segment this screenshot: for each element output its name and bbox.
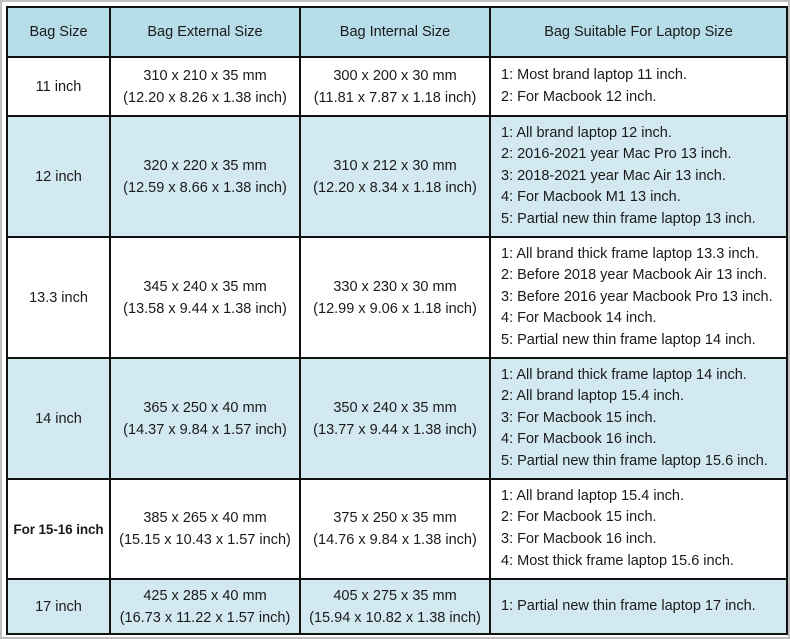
table-row — [7, 57, 787, 116]
header-row — [7, 7, 787, 57]
internal-mm: 330 x 230 x 30 mm — [333, 278, 457, 295]
suitable-item: 1: Most brand laptop 11 inch. — [501, 66, 687, 83]
suitable-item: 4: For Macbook 16 inch. — [501, 431, 657, 448]
suitable-laptop-cell — [490, 237, 787, 358]
suitable-item: 5: Partial new thin frame laptop 15.6 inch. — [501, 452, 768, 469]
bag-size-cell: 17 inch — [7, 579, 110, 634]
table-row — [7, 579, 787, 634]
external-mm: 320 x 220 x 35 mm — [143, 157, 267, 174]
suitable-item: 1: All brand laptop 12 inch. — [501, 124, 672, 141]
bag-size-cell: 13.3 inch — [7, 237, 110, 358]
external-size-cell — [110, 579, 300, 634]
suitable-item: 3: 2018-2021 year Mac Air 13 inch. — [501, 167, 726, 184]
suitable-laptop-cell — [490, 579, 787, 634]
internal-mm: 405 x 275 x 35 mm — [333, 587, 457, 604]
internal-size-cell — [300, 237, 490, 358]
external-mm: 345 x 240 x 35 mm — [143, 278, 267, 295]
external-size-cell — [110, 479, 300, 579]
bag-size-cell: 14 inch — [7, 358, 110, 479]
header-external-size: Bag External Size — [110, 7, 300, 57]
suitable-item: 1: All brand thick frame laptop 14 inch. — [501, 366, 747, 383]
bag-size-cell: 12 inch — [7, 116, 110, 237]
external-size-cell — [110, 237, 300, 358]
internal-inch: (13.77 x 9.44 x 1.38 inch) — [313, 421, 477, 438]
internal-size-cell — [300, 57, 490, 116]
suitable-item: 2: All brand laptop 15.4 inch. — [501, 388, 684, 405]
suitable-item: 1: Partial new thin frame laptop 17 inch. — [501, 597, 756, 614]
internal-inch: (14.76 x 9.84 x 1.38 inch) — [313, 532, 477, 548]
external-inch: (13.58 x 9.44 x 1.38 inch) — [123, 300, 287, 317]
suitable-item: 2: 2016-2021 year Mac Pro 13 inch. — [501, 146, 732, 163]
internal-mm: 375 x 250 x 35 mm — [333, 510, 457, 526]
internal-size-cell — [300, 358, 490, 479]
suitable-item: 3: For Macbook 16 inch. — [501, 531, 657, 547]
table-row — [7, 237, 787, 358]
suitable-item: 2: For Macbook 12 inch. — [501, 88, 657, 105]
external-inch: (14.37 x 9.84 x 1.57 inch) — [123, 421, 287, 438]
external-size-cell — [110, 57, 300, 116]
table-row — [7, 116, 787, 237]
internal-inch: (15.94 x 10.82 x 1.38 inch) — [309, 609, 481, 626]
table-row — [7, 479, 787, 579]
suitable-item: 5: Partial new thin frame laptop 14 inch. — [501, 331, 756, 348]
internal-inch: (12.99 x 9.06 x 1.18 inch) — [313, 300, 477, 317]
header-bag-size: Bag Size — [7, 7, 110, 57]
suitable-item: 1: All brand laptop 15.4 inch. — [501, 487, 684, 504]
suitable-laptop-cell — [490, 57, 787, 116]
suitable-item: 2: For Macbook 15 inch. — [501, 509, 657, 526]
suitable-item: 1: All brand thick frame laptop 13.3 inch. — [501, 245, 759, 262]
external-mm: 310 x 210 x 35 mm — [143, 67, 267, 84]
bag-size-cell: 11 inch — [7, 57, 110, 116]
external-inch: (15.15 x 10.43 x 1.57 inch) — [119, 532, 291, 548]
suitable-item: 5: Partial new thin frame laptop 13 inch. — [501, 210, 756, 227]
suitable-item: 2: Before 2018 year Macbook Air 13 inch. — [501, 267, 767, 284]
external-inch: (16.73 x 11.22 x 1.57 inch) — [119, 609, 291, 626]
external-mm: 365 x 250 x 40 mm — [143, 399, 267, 416]
suitable-item: 3: Before 2016 year Macbook Pro 13 inch. — [501, 288, 773, 305]
internal-mm: 300 x 200 x 30 mm — [333, 67, 457, 84]
suitable-item: 4: Most thick frame laptop 15.6 inch. — [501, 552, 734, 569]
table-row — [7, 358, 787, 479]
internal-mm: 310 x 212 x 30 mm — [333, 157, 457, 174]
internal-size-cell — [300, 116, 490, 237]
external-size-cell — [110, 116, 300, 237]
external-inch: (12.20 x 8.26 x 1.38 inch) — [123, 89, 287, 106]
header-internal-size: Bag Internal Size — [300, 7, 490, 57]
header-suitable-laptop: Bag Suitable For Laptop Size — [490, 7, 787, 57]
suitable-laptop-cell — [490, 479, 787, 579]
suitable-item: 4: For Macbook M1 13 inch. — [501, 189, 681, 206]
external-mm: 385 x 265 x 40 mm — [143, 510, 267, 526]
internal-inch: (12.20 x 8.34 x 1.18 inch) — [313, 179, 477, 196]
internal-size-cell — [300, 579, 490, 634]
bag-size-table — [6, 6, 788, 635]
internal-mm: 350 x 240 x 35 mm — [333, 399, 457, 416]
bag-size-cell: For 15-16 inch — [7, 479, 110, 579]
suitable-laptop-cell — [490, 358, 787, 479]
suitable-item: 4: For Macbook 14 inch. — [501, 310, 657, 327]
external-inch: (12.59 x 8.66 x 1.38 inch) — [123, 179, 287, 196]
external-mm: 425 x 285 x 40 mm — [143, 587, 267, 604]
suitable-item: 3: For Macbook 15 inch. — [501, 409, 657, 426]
internal-inch: (11.81 x 7.87 x 1.18 inch) — [313, 89, 477, 106]
external-size-cell — [110, 358, 300, 479]
suitable-laptop-cell — [490, 116, 787, 237]
internal-size-cell — [300, 479, 490, 579]
